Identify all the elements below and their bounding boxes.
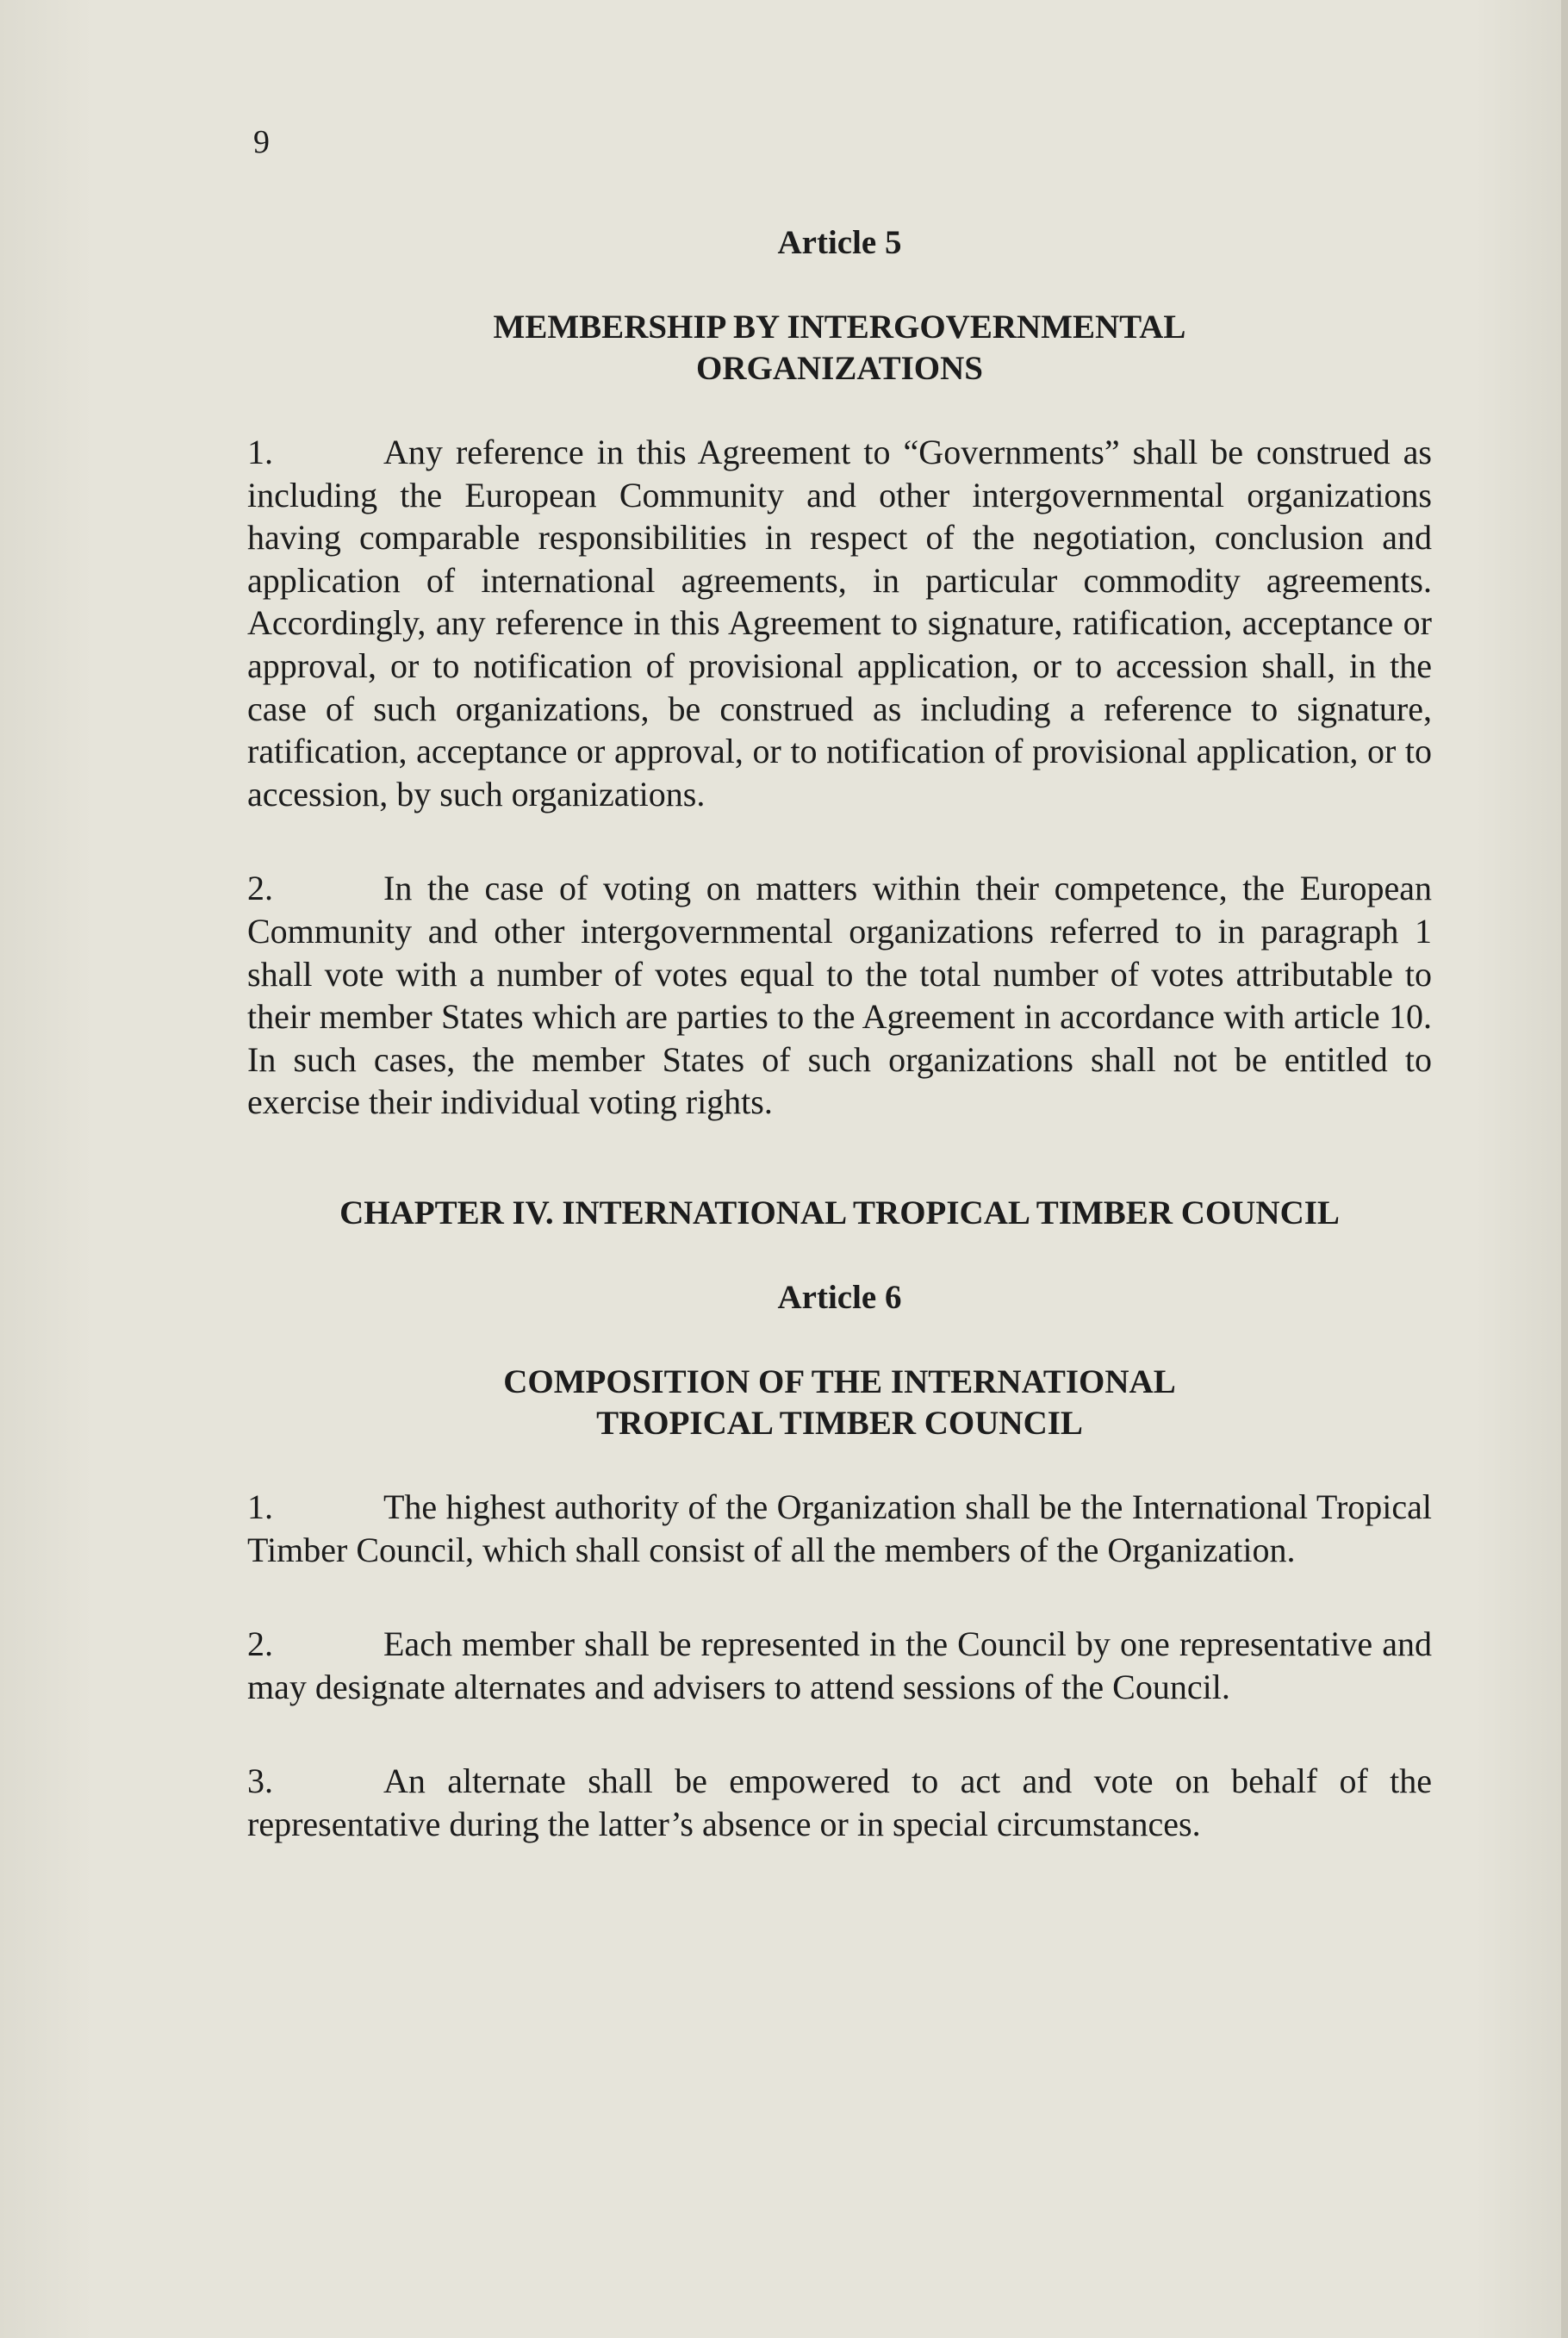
article-6-title-line-1: COMPOSITION OF THE INTERNATIONAL	[503, 1362, 1176, 1400]
chapter-title: CHAPTER IV. INTERNATIONAL TROPICAL TIMBER COUNCIL	[339, 1194, 1340, 1231]
page-number: 9	[253, 124, 270, 160]
article-6-paragraph	[247, 1760, 1432, 1845]
page-edge-shadow	[1561, 0, 1568, 2338]
chapter-4	[247, 1193, 1432, 1234]
paragraph-text: Any reference in this Agreement to “Governments” shall be construed as including the European Community and other intergovernmental organizations having comparable responsibilities in respect of the negotiation, conclusion and application of international agreements, in particular commodity agreements. Accordingly, any reference in this Agreement to signature, ratification, acceptance or approval, or to notification of provisional application, or to accession shall, in the case of such organizations, be construed as including a reference to signature, ratification, acceptance or approval, or to notification of provisional application, or to accession, by such organizations.	[247, 433, 1432, 814]
paragraph-text: The highest authority of the Organization shall be the International Tropical Timber Council, which shall consist of all the members of the Organization.	[247, 1487, 1432, 1569]
paragraph-text: Each member shall be represented in the Council by one representative and may designate alternates and advisers to attend sessions of the Council.	[247, 1624, 1432, 1706]
article-5-paragraph	[247, 867, 1432, 1124]
paragraph-text: In the case of voting on matters within their competence, the European Community and other intergovernmental organizations referred to in paragraph 1 shall vote with a number of votes equal to the total number of votes attributable to their member States which are parties to the Agreement in accordance with article 10. In such cases, the member States of such organizations shall not be entitled to exercise their individual voting rights.	[247, 869, 1432, 1122]
article-6-title-line-2: TROPICAL TIMBER COUNCIL	[596, 1404, 1083, 1442]
paragraph-number: 3.	[247, 1761, 273, 1801]
article-6-paragraph	[247, 1623, 1432, 1708]
article-6-paragraph	[247, 1486, 1432, 1571]
article-6	[247, 1277, 1432, 1846]
article-5	[247, 222, 1432, 1124]
article-5-title-line-2: ORGANIZATIONS	[695, 350, 983, 387]
paragraph-number: 2.	[247, 1624, 273, 1664]
paragraph-number: 1.	[247, 433, 273, 471]
article-5-heading: Article 5	[777, 224, 902, 261]
paragraph-text: An alternate shall be empowered to act and vote on behalf of the representative during the latter’s absence or in special circumstances.	[247, 1761, 1432, 1843]
article-6-heading: Article 6	[777, 1278, 902, 1316]
article-5-paragraph	[247, 431, 1432, 815]
paragraph-number: 2.	[247, 869, 273, 908]
article-5-title-line-1: MEMBERSHIP BY INTERGOVERNMENTAL	[493, 309, 1186, 346]
paragraph-number: 1.	[247, 1487, 273, 1526]
document-body	[247, 222, 1432, 1845]
